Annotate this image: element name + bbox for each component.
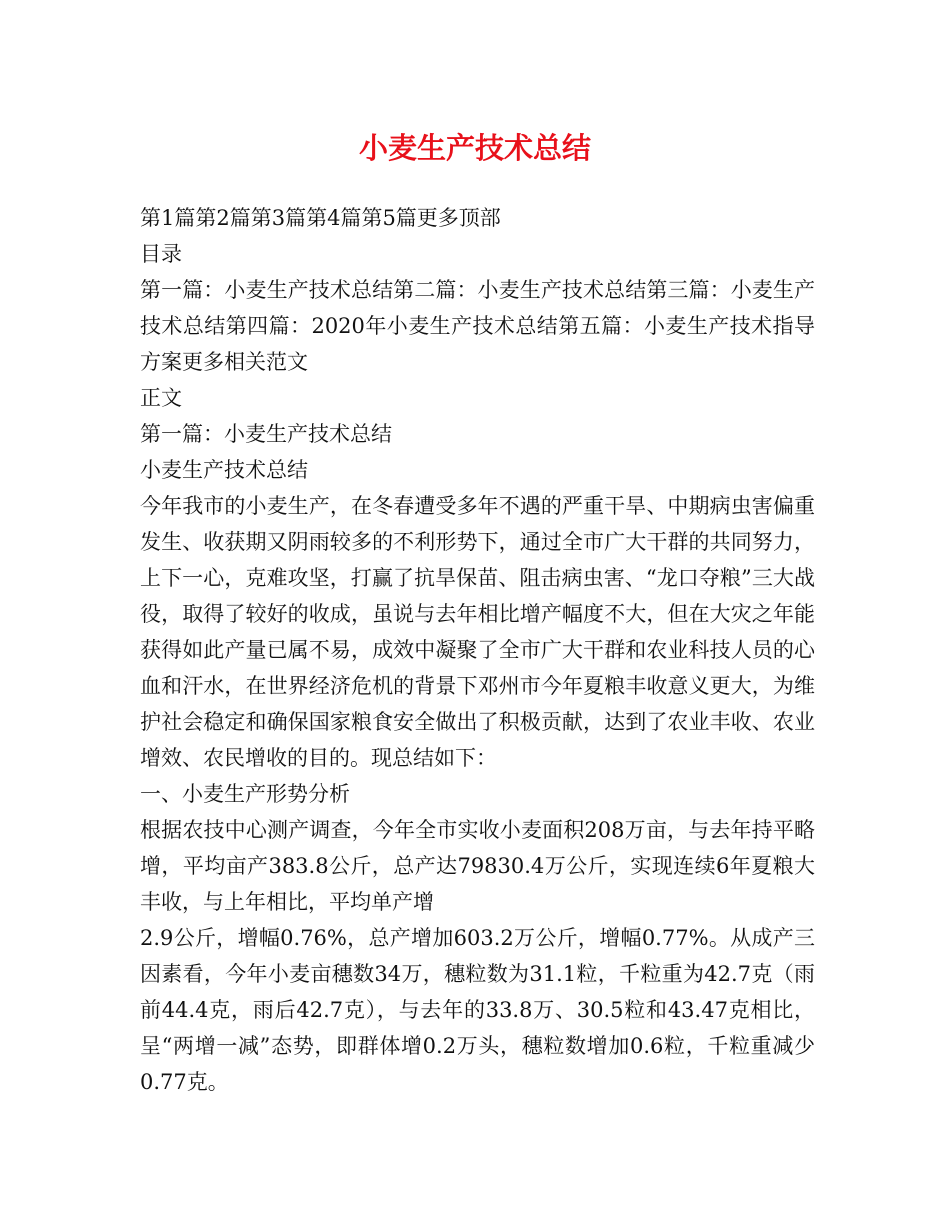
body-heading: 正文 (140, 386, 182, 410)
section-title: 小麦生产技术总结 (140, 458, 308, 482)
yield-factors-paragraph: 2.9公斤，增幅0.76%，总产增加603.2万公斤，增幅0.77%。从成产三因素看，今年小麦亩穗数34万，穗粒数为31.1粒，千粒重为42.7克（雨前44.4克，雨后42.7克），与去年的33.8万、30.5粒和43.47克相比，呈“两增一减”态势，即群体增0.2万头，穗粒数增加0.6粒，千粒重减少0.77克。 (140, 926, 816, 1094)
intro-paragraph: 今年我市的小麦生产，在冬春遭受多年不遇的严重干旱、中期病虫害偏重发生、收获期又阴雨较多的不利形势下，通过全市广大干群的共同努力，上下一心，克难攻坚，打赢了抗旱保苗、阻击病虫害、“龙口夺粮”三大战役，取得了较好的收成，虽说与去年相比增产幅度不大，但在大灾之年能获得如此产量已属不易，成效中凝聚了全市广大干群和农业科技人员的心血和汗水，在世界经济危机的背景下邓州市今年夏粮丰收意义更大，为维护社会稳定和确保国家粮食安全做出了积极贡献，达到了农业丰收、农业增效、农民增收的目的。现总结如下： (140, 494, 815, 770)
toc-heading: 目录 (140, 242, 182, 266)
document-body (140, 200, 815, 1100)
toc-list: 第一篇：小麦生产技术总结第二篇：小麦生产技术总结第三篇：小麦生产技术总结第四篇：2020年小麦生产技术总结第五篇：小麦生产技术指导方案更多相关范文 (140, 278, 815, 374)
document-title: 小麦生产技术总结 (358, 131, 591, 165)
analysis-paragraph: 根据农技中心测产调查，今年全市实收小麦面积208万亩，与去年持平略增，平均亩产383.8公斤，总产达79830.4万公斤，实现连续6年夏粮大丰收，与上年相比，平均单产增 (140, 818, 815, 914)
toc-nav-links[interactable]: 第1篇第2篇第3篇第4篇第5篇更多顶部 (140, 206, 501, 230)
section-heading-analysis: 一、小麦生产形势分析 (140, 782, 350, 806)
chapter-heading: 第一篇：小麦生产技术总结 (140, 422, 392, 446)
